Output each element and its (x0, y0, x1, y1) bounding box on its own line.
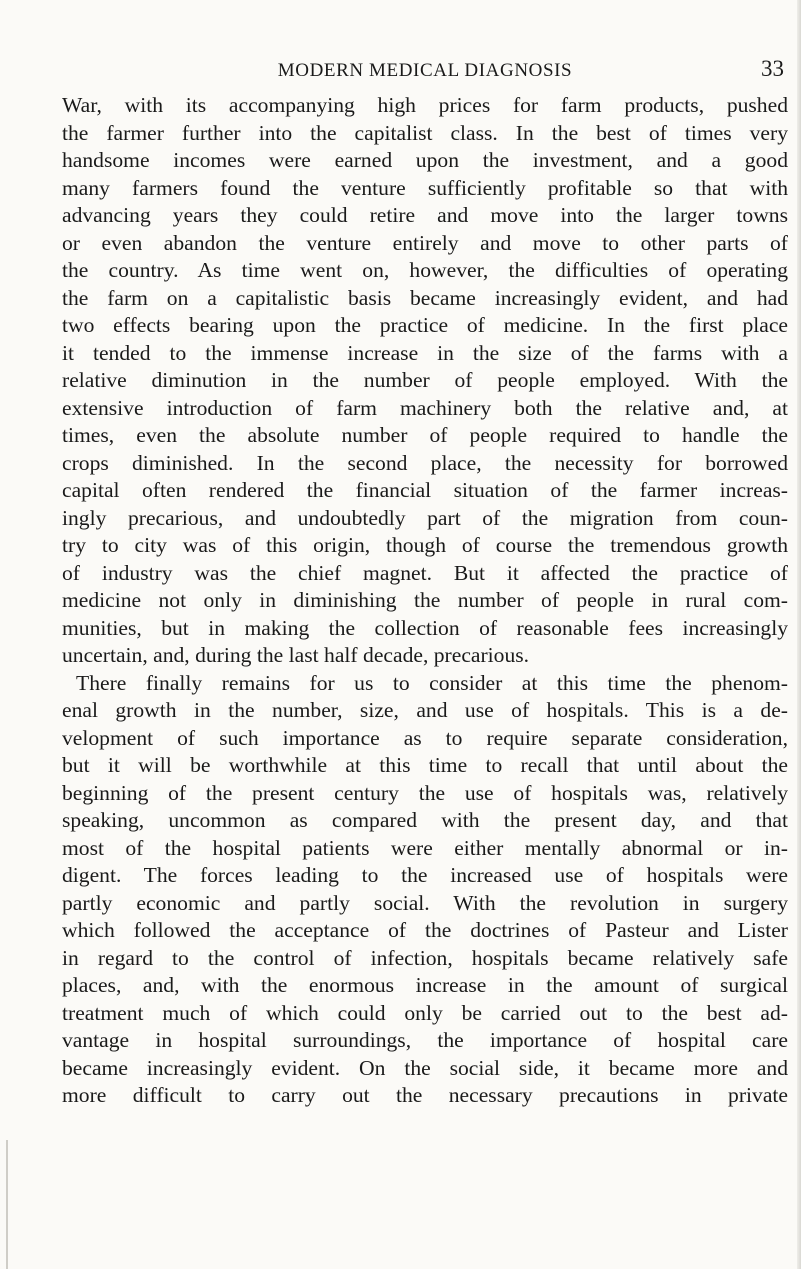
text-line: more difficult to carry out the necessary precautions in private (62, 1083, 788, 1107)
text-line: enal growth in the number, size, and use of hospitals. This is a de- (62, 698, 788, 722)
text-line: handsome incomes were earned upon the investment, and a good (62, 148, 788, 172)
text-line: places, and, with the enormous increase in the amount of surgical (62, 973, 788, 997)
page-number: 33 (761, 56, 784, 81)
text-line: extensive introduction of farm machinery both the relative and, at (62, 395, 788, 420)
text-line: ingly precarious, and undoubtedly part of the migration from coun- (62, 505, 788, 530)
text-line: velopment of such importance as to require separate consideration, (62, 725, 788, 750)
text-line: of industry was the chief magnet. But it affected the practice of (62, 560, 788, 585)
text-line: the farm on a capitalistic basis became increasingly evident, and had (62, 285, 788, 310)
text-line: crops diminished. In the second place, the necessity for borrowed (62, 450, 788, 475)
text-line: advancing years they could retire and move into the larger towns (62, 203, 788, 227)
text-line: it tended to the immense increase in the size of the farms with a (62, 340, 788, 365)
page-edge-shadow (797, 0, 801, 1269)
text-line: capital often rendered the financial situation of the farmer increas- (62, 478, 788, 502)
text-line: times, even the absolute number of people required to handle the (62, 423, 788, 447)
text-line: relative diminution in the number of people employed. With the (62, 368, 788, 392)
text-line: digent. The forces leading to the increased use of hospitals were (62, 863, 788, 887)
text-line: in regard to the control of infection, hospitals became relatively safe (62, 945, 788, 970)
text-line: munities, but in making the collection of reasonable fees increasingly (62, 615, 788, 640)
text-line: uncertain, and, during the last half decade, precarious. (62, 643, 530, 667)
text-line: try to city was of this origin, though of course the tremendous growth (62, 533, 788, 557)
text-line: most of the hospital patients were either mentally abnormal or in- (62, 835, 788, 860)
text-line: two effects bearing upon the practice of medicine. In the first place (62, 313, 788, 337)
text-line: partly economic and partly social. With the revolution in surgery (62, 890, 788, 915)
text-line: but it will be worthwhile at this time to recall that until about the (62, 753, 788, 777)
body-text (62, 92, 788, 1110)
text-line: the farmer further into the capitalist class. In the best of times very (62, 120, 788, 145)
text-line: speaking, uncommon as compared with the present day, and that (62, 808, 788, 832)
text-line: vantage in hospital surroundings, the importance of hospital care (62, 1028, 788, 1052)
text-line: treatment much of which could only be carried out to the best ad- (62, 1000, 788, 1025)
text-line: or even abandon the venture entirely and move to other parts of (62, 230, 788, 255)
text-line: many farmers found the venture sufficiently profitable so that with (62, 175, 788, 200)
text-line: medicine not only in diminishing the number of people in rural com- (62, 588, 788, 612)
text-line: There finally remains for us to consider at this time the phenom- (76, 670, 788, 695)
text-line: beginning of the present century the use of hospitals was, relatively (62, 780, 788, 805)
running-head: MODERN MEDICAL DIAGNOSIS (277, 60, 573, 81)
text-line: the country. As time went on, however, the difficulties of operating (62, 258, 788, 282)
page-header (62, 56, 788, 84)
scan-mark (6, 1140, 8, 1269)
text-line: became increasingly evident. On the social side, it became more and (62, 1055, 788, 1080)
text-line: War, with its accompanying high prices for farm products, pushed (62, 93, 788, 117)
text-line: which followed the acceptance of the doctrines of Pasteur and Lister (62, 918, 788, 942)
